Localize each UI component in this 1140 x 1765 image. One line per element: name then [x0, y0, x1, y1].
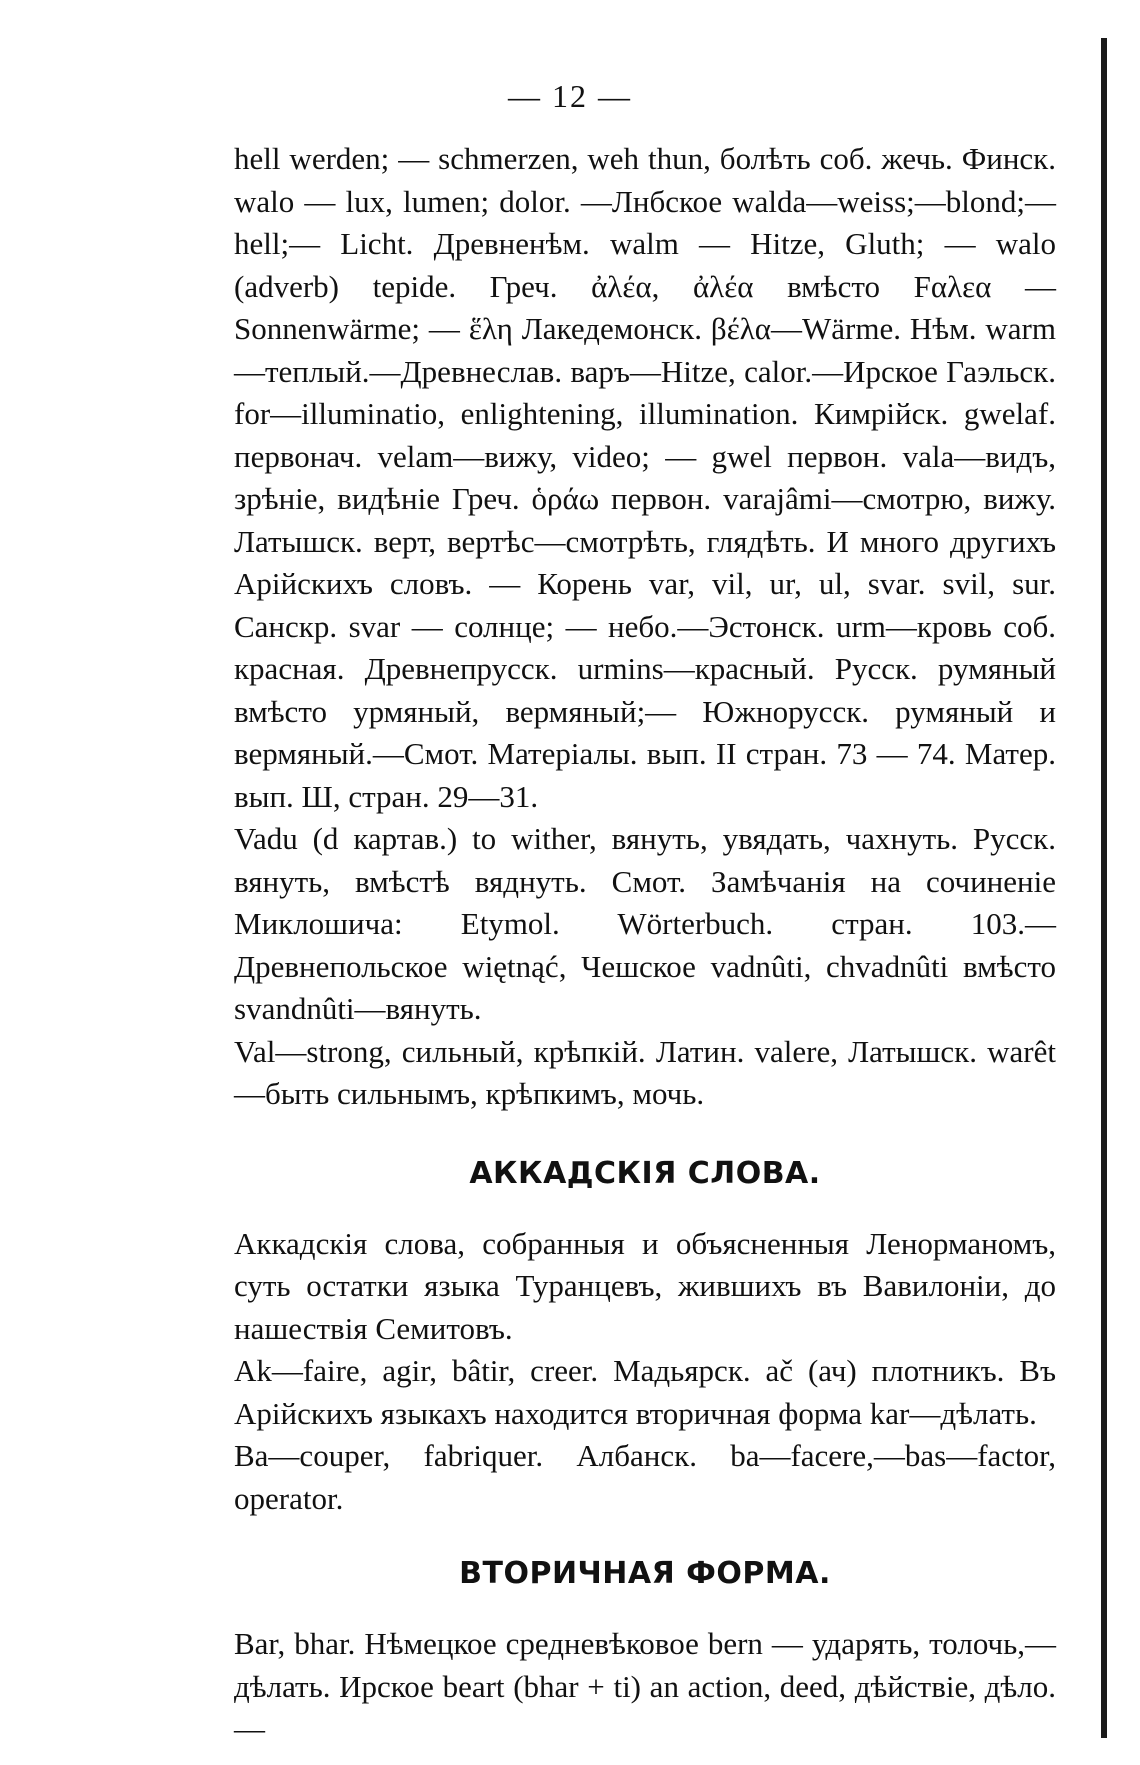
page-number: — 12 —	[508, 78, 632, 114]
section-heading-secondary-form: ВТОРИЧНАЯ ФОРМА.	[459, 1556, 831, 1591]
paragraph-bar	[234, 1623, 1056, 1751]
paragraph-ak	[234, 1350, 1056, 1435]
page-edge-line	[1101, 38, 1107, 1738]
paragraph-val	[234, 1031, 1056, 1116]
section-heading-akkadian: АККАДСКІЯ СЛОВА.	[469, 1155, 821, 1191]
page-content	[234, 138, 1056, 1751]
paragraph-ba-text: Ba—couper, fabriquer. Албанск. ba—facere,—bas—factor, operator.	[234, 1438, 1056, 1516]
paragraph-hell-werden: hell werden; — schmerzen, weh thun, болѣть соб. жечь. Финск. walo — lux, lumen; dolor. —Лнбское walda—weiss;—blond;—hell;— Licht. Древненѣм. walm — Hitze, Gluth; — walo (adverb) tepide. Греч. ἀλέα, ἀλέα вмѣсто Fαλεα — Sonnenwärme; — ἕλη Лакедемонск. βέλα—Wärme. Нѣм. warm—теплый.—Древнеслав. варъ—Hitze, calor.—Ирское Гаэльск. for—illuminatio, enlightening, illumination. Кимрійск. gwelaf. первонач. velam—вижу, video; — gwel первон. vala—видъ, зрѣніе, видѣніе Греч. ὁράω первон. varajâmi—смотрю, вижу. Латышск. верт, вертѣс—смотрѣть, глядѣть. И много другихъ Арійскихъ словъ. — Корень var, vil, ur, ul, svar. svil, sur. Санскр. svar — солнце; — небо.—Эстонск. urm—кровь соб. красная. Древнепрусск. urmins—красный. Русск. румяный вмѣсто урмяный, вермяный;— Южнорусск. румяный и вермяный.—Смот. Матеріалы. вып. II стран. 73 — 74. Матер. вып. Ш, стран. 29—31.	[234, 141, 1056, 814]
paragraph-bar-text: Bar, bhar. Нѣмецкое средневѣковое bern — ударять, толочь,—дѣлать. Ирское beart (bhar + ti) an action, deed, дѣйствіе, дѣло.—	[234, 1626, 1056, 1746]
paragraph-akkadian-intro	[234, 1223, 1056, 1351]
paragraph-ba	[234, 1435, 1056, 1520]
paragraph-vadu	[234, 818, 1056, 1031]
paragraph-vadu-text: Vadu (d картав.) to wither, вянуть, увядать, чахнуть. Русск. вянуть, вмѣстѣ вяднуть. Смот. Замѣчанія на сочиненіе Миклошича: Etymol. Wörterbuch. стран. 103.—Древнепольское więtnąć, Чешское vadnûti, chvadnûti вмѣсто svandnûti—вянуть.	[234, 821, 1056, 1026]
paragraph-val-text: Val—strong, сильный, крѣпкій. Латин. valere, Латышск. warêt—быть сильнымъ, крѣпкимъ, мочь.	[234, 1033, 1056, 1111]
paragraph-ak-text: Ak—faire, agir, bâtir, creer. Мадьярск. ač (ач) плотникъ. Въ Арійскихъ языкахъ находится вторичная форма kar—дѣлать.	[234, 1353, 1056, 1431]
paragraph-akkadian-intro-text: Аккадскія слова, собранныя и объясненныя Ленорманомъ, суть остатки языка Туранцевъ, жившихъ въ Вавилоніи, до нашествія Семитовъ.	[234, 1225, 1056, 1346]
